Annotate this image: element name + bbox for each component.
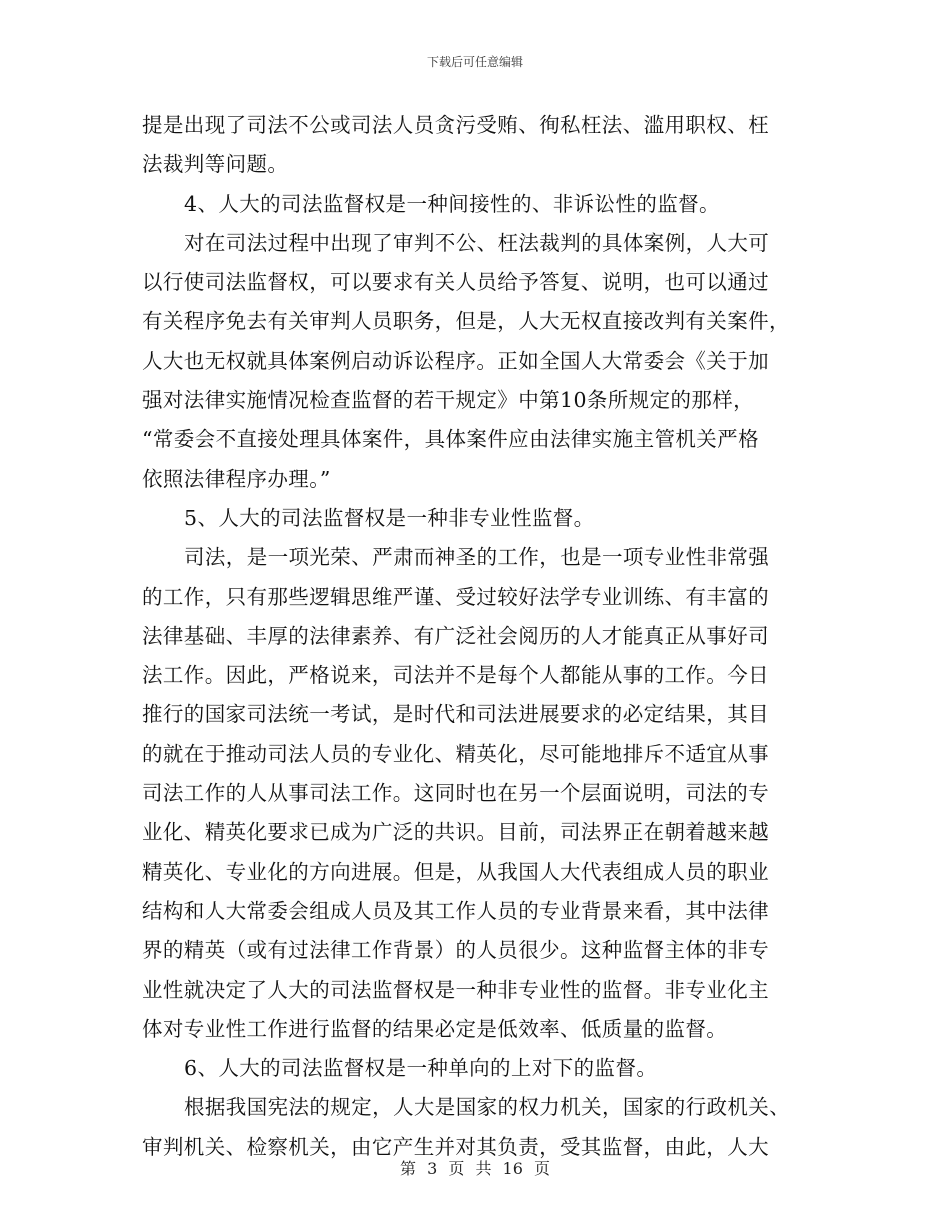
section-heading: 4、人大的司法监督权是一种间接性的、非诉讼性的监督。: [184, 191, 720, 216]
text-line: 业化、精英化要求已成为广泛的共识。目前，司法界正在朝着越来越: [142, 820, 769, 845]
document-body: [142, 106, 810, 1167]
page-footer: 第 3 页 共 16 页: [400, 1159, 550, 1178]
text-line: 业性就决定了人大的司法监督权是一种非专业性的监督。非专业化主: [142, 977, 769, 1002]
text-line: 提是出现了司法不公或司法人员贪污受贿、徇私枉法、滥用职权、枉: [142, 113, 769, 137]
text-line: 法裁判等问题。: [142, 152, 289, 177]
page-header: 下载后可任意编辑: [426, 55, 523, 69]
text-line: 法律基础、丰厚的法律素养、有广泛社会阅历的人才能真正从事好司: [142, 623, 769, 648]
text-line: 以行使司法监督权，可以要求有关人员给予答复、说明，也可以通过: [142, 270, 769, 295]
text-line: 审判机关、检察机关，由它产生并对其负责，受其监督，由此，人大: [142, 1134, 769, 1159]
section-heading: 6、人大的司法监督权是一种单向的上对下的监督。: [184, 1056, 658, 1081]
text-line: 界的精英（或有过法律工作背景）的人员很少。这种监督主体的非专: [142, 938, 769, 963]
text-line: 有关程序免去有关审判人员职务，但是，人大无权直接改判有关案件，: [142, 309, 790, 334]
text-line: 强对法律实施情况检查监督的若干规定》中第10条所规定的那样，: [142, 388, 755, 413]
text-line: 结构和人大常委会组成人员及其工作人员的专业背景来看，其中法律: [142, 898, 769, 923]
text-line: 依照法律程序办理。”: [142, 466, 331, 491]
text-line: 法工作。因此，严格说来，司法并不是每个人都能从事的工作。今日: [142, 663, 769, 688]
text-line: 司法，是一项光荣、严肃而神圣的工作，也是一项专业性非常强: [184, 545, 770, 570]
text-line: 精英化、专业化的方向进展。但是，从我国人大代表组成人员的职业: [142, 859, 769, 884]
text-line: 的就在于推动司法人员的专业化、精英化，尽可能地排斥不适宜从事: [142, 741, 769, 766]
text-line: “常委会不直接处理具体案件，具体案件应由法律实施主管机关严格: [142, 427, 759, 452]
text-line: 对在司法过程中出现了审判不公、枉法裁判的具体案例，人大可: [184, 230, 770, 255]
text-line: 司法工作的人从事司法工作。这同时也在另一个层面说明，司法的专: [142, 781, 769, 806]
text-line: 体对专业性工作进行监督的结果必定是低效率、低质量的监督。: [142, 1016, 728, 1041]
text-line: 的工作，只有那些逻辑思维严谨、受过较好法学专业训练、有丰富的: [142, 584, 769, 609]
text-line: 推行的国家司法统一考试，是时代和司法进展要求的必定结果，其目: [142, 702, 769, 727]
text-line: 根据我国宪法的规定，人大是国家的权力机关，国家的行政机关、: [184, 1095, 791, 1120]
section-heading: 5、人大的司法监督权是一种非专业性监督。: [184, 505, 595, 530]
text-line: 人大也无权就具体案例启动诉讼程序。正如全国人大常委会《关于加: [142, 348, 769, 373]
